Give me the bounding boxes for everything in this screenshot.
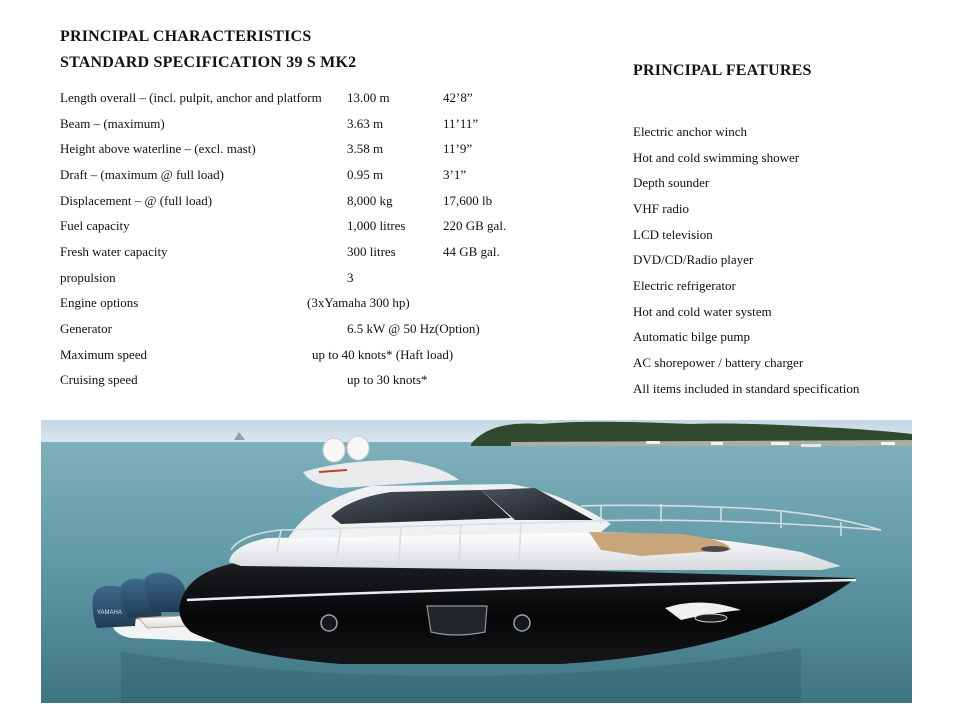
bow-porthole [695,614,727,622]
engine-brand-label: YAMAHA [97,610,122,616]
porthole [514,615,530,631]
spec-label: Fuel capacity [60,218,130,233]
spec-imperial: 220 GB gal. [443,218,507,233]
spec-metric: 13.00 m [347,90,390,105]
spec-row-length [60,90,580,108]
specification-title: STANDARD SPECIFICATION 39 S MK2 [60,54,357,71]
feature-item: Hot and cold water system [633,304,772,319]
spec-metric: 3.58 m [347,141,384,156]
spec-imperial: 42’8” [443,90,473,105]
distant-boat [711,442,723,445]
radar-dome [323,438,345,462]
spec-row-max-speed [60,347,580,365]
radar-dome [347,436,369,460]
deck-hatch [701,546,729,552]
spec-label: Generator [60,321,112,336]
feature-item: Electric refrigerator [633,278,736,293]
spec-label: Engine options [60,295,139,310]
spec-row-draft [60,167,580,185]
spec-label: Cruising speed [60,372,138,387]
spec-imperial: 44 GB gal. [443,244,500,259]
spec-label: Height above waterline – (excl. mast) [60,141,256,156]
distant-boat [801,444,821,447]
spec-label: propulsion [60,270,116,285]
spec-label: Fresh water capacity [60,244,168,259]
spec-row-generator [60,321,580,339]
yacht-photo [41,420,912,703]
porthole [321,615,337,631]
spec-value: up to 30 knots* [347,372,428,387]
feature-item: DVD/CD/Radio player [633,252,754,267]
spec-metric: 3 [347,270,354,285]
features-title: PRINCIPAL FEATURES [633,62,812,79]
spec-label: Maximum speed [60,347,148,362]
feature-item: All items included in standard specification [633,381,860,396]
spec-metric: 300 litres [347,244,396,259]
spec-value: up to 40 knots* (Haft load) [312,347,454,362]
spec-value: (3xYamaha 300 hp) [307,295,410,310]
spec-metric: 3.63 m [347,116,384,131]
spec-label: Displacement – @ (full load) [60,193,213,208]
spec-metric: 0.95 m [347,167,384,182]
feature-item: Depth sounder [633,175,710,190]
page-title: PRINCIPAL CHARACTERISTICS [60,28,312,45]
spec-row-displacement [60,193,580,211]
spec-label: Draft – (maximum @ full load) [60,167,224,182]
spec-row-fuel [60,218,580,236]
spec-value: 6.5 kW @ 50 Hz(Option) [347,321,480,336]
spec-label: Beam – (maximum) [60,116,165,131]
spec-label: Length overall – (incl. pulpit, anchor and platform [60,90,322,105]
distant-boat [646,441,660,444]
spec-row-engine [60,295,580,313]
spec-imperial: 11’11” [443,116,479,131]
feature-item: AC shorepower / battery charger [633,355,804,370]
spec-imperial: 17,600 lb [443,193,493,208]
spec-imperial: 3’1” [443,167,467,182]
spec-row-propulsion [60,270,580,288]
spec-row-fresh-water [60,244,580,262]
spec-imperial: 11’9” [443,141,473,156]
feature-item: LCD television [633,227,713,242]
spec-row-beam [60,116,580,134]
spec-row-height [60,141,580,159]
spec-row-cruising-speed [60,372,580,390]
feature-item: Hot and cold swimming shower [633,150,800,165]
feature-item: VHF radio [633,201,689,216]
distant-boat [881,442,895,445]
feature-item: Electric anchor winch [633,124,748,139]
spec-metric: 8,000 kg [347,193,393,208]
hull-window [427,606,487,635]
distant-boat [771,442,789,445]
feature-item: Automatic bilge pump [633,329,750,344]
spec-metric: 1,000 litres [347,218,406,233]
